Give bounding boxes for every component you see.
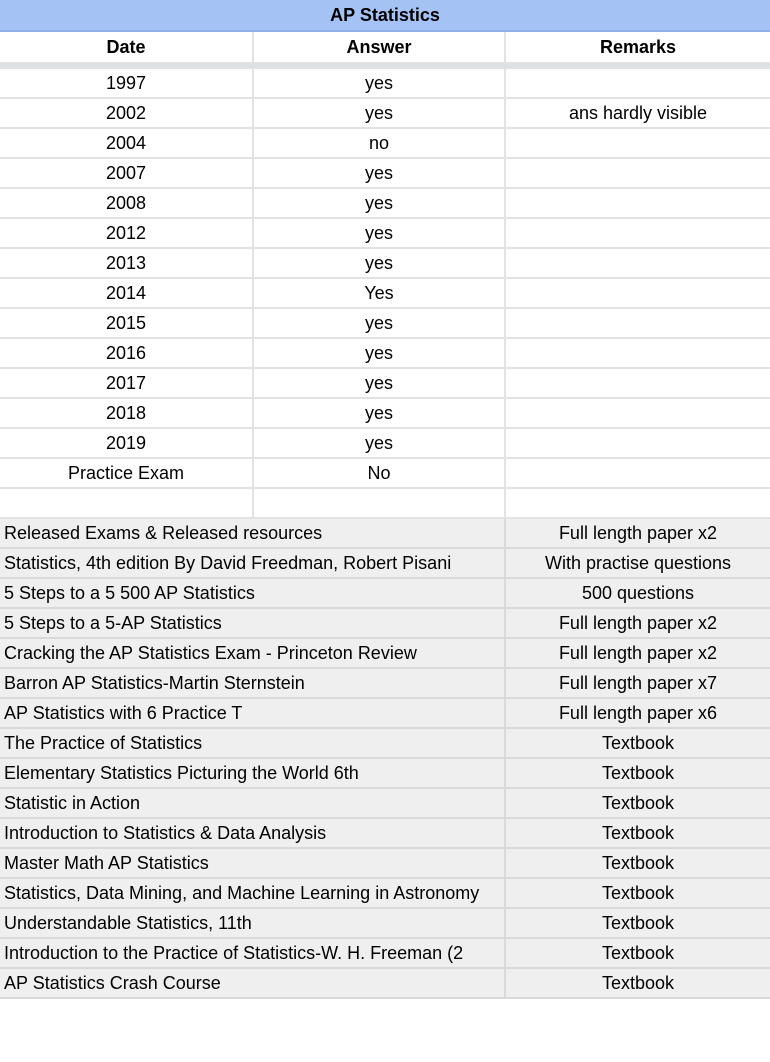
resource-title-cell[interactable]: 5 Steps to a 5 500 AP Statistics [0,578,505,608]
resource-type-cell[interactable]: Textbook [505,728,770,758]
answer-cell[interactable]: yes [253,308,505,338]
resource-type-cell[interactable]: Textbook [505,848,770,878]
resource-title-cell[interactable]: Understandable Statistics, 11th [0,908,505,938]
date-cell[interactable]: 2019 [0,428,253,458]
answer-cell[interactable]: yes [253,188,505,218]
resource-title-cell[interactable]: AP Statistics Crash Course [0,968,505,998]
date-cell[interactable]: 2004 [0,128,253,158]
table-row [0,128,770,158]
resource-type-cell[interactable]: Textbook [505,788,770,818]
resource-row [0,638,770,668]
answer-cell[interactable]: No [253,458,505,488]
resource-type-cell[interactable]: Textbook [505,968,770,998]
remarks-cell[interactable] [505,278,770,308]
resource-type-cell[interactable]: Full length paper x7 [505,668,770,698]
remarks-cell[interactable] [505,248,770,278]
resource-row [0,668,770,698]
date-cell[interactable]: 2008 [0,188,253,218]
resource-row [0,728,770,758]
table-row [0,308,770,338]
remarks-cell[interactable] [505,428,770,458]
header-row [0,32,770,63]
resource-row [0,518,770,548]
resource-row [0,548,770,578]
remarks-cell[interactable] [505,188,770,218]
date-cell[interactable]: 2014 [0,278,253,308]
remarks-cell[interactable] [505,128,770,158]
header-remarks[interactable]: Remarks [505,32,770,63]
resource-title-cell[interactable]: AP Statistics with 6 Practice T [0,698,505,728]
table-row [0,188,770,218]
resource-type-cell[interactable]: Full length paper x6 [505,698,770,728]
remarks-cell[interactable] [505,368,770,398]
header-date[interactable]: Date [0,32,253,63]
empty-row [0,488,770,518]
answer-cell[interactable]: yes [253,68,505,98]
answer-cell[interactable]: yes [253,368,505,398]
remarks-cell[interactable] [505,458,770,488]
sheet-title: AP Statistics [0,0,770,32]
date-cell[interactable]: 2015 [0,308,253,338]
remarks-cell[interactable] [505,308,770,338]
resource-row [0,578,770,608]
resource-title-cell[interactable]: Statistics, Data Mining, and Machine Learning in Astronomy [0,878,505,908]
resource-title-cell[interactable]: The Practice of Statistics [0,728,505,758]
resource-title-cell[interactable]: Released Exams & Released resources [0,518,505,548]
resource-title-cell[interactable]: Barron AP Statistics-Martin Sternstein [0,668,505,698]
answer-cell[interactable]: yes [253,158,505,188]
resource-title-cell[interactable]: Master Math AP Statistics [0,848,505,878]
date-cell[interactable]: 2018 [0,398,253,428]
resource-title-cell[interactable]: 5 Steps to a 5-AP Statistics [0,608,505,638]
cell[interactable] [253,488,505,518]
resource-row [0,848,770,878]
table-row [0,98,770,128]
spreadsheet-table [0,32,770,999]
answer-cell[interactable]: yes [253,398,505,428]
resource-title-cell[interactable]: Statistics, 4th edition By David Freedman, Robert Pisani [0,548,505,578]
table-row [0,218,770,248]
resource-row [0,968,770,998]
resource-title-cell[interactable]: Elementary Statistics Picturing the World 6th [0,758,505,788]
resource-row [0,908,770,938]
date-cell[interactable]: 2007 [0,158,253,188]
resource-title-cell[interactable]: Introduction to Statistics & Data Analysis [0,818,505,848]
resource-type-cell[interactable]: Textbook [505,938,770,968]
table-row [0,248,770,278]
date-cell[interactable]: 2002 [0,98,253,128]
resource-row [0,878,770,908]
resource-type-cell[interactable]: Full length paper x2 [505,608,770,638]
resource-row [0,758,770,788]
date-cell[interactable]: 2012 [0,218,253,248]
answer-cell[interactable]: yes [253,428,505,458]
header-answer[interactable]: Answer [253,32,505,63]
remarks-cell[interactable] [505,398,770,428]
resource-row [0,788,770,818]
date-cell[interactable]: Practice Exam [0,458,253,488]
remarks-cell[interactable] [505,338,770,368]
resource-title-cell[interactable]: Introduction to the Practice of Statistics-W. H. Freeman (2 [0,938,505,968]
resource-type-cell[interactable]: 500 questions [505,578,770,608]
date-cell[interactable]: 2016 [0,338,253,368]
table-row [0,158,770,188]
answer-cell[interactable]: yes [253,98,505,128]
resource-row [0,608,770,638]
resource-title-cell[interactable]: Cracking the AP Statistics Exam - Princeton Review [0,638,505,668]
date-cell[interactable]: 2017 [0,368,253,398]
resource-type-cell[interactable]: Textbook [505,818,770,848]
table-row [0,68,770,98]
table-row [0,368,770,398]
resource-row [0,698,770,728]
resource-title-cell[interactable]: Statistic in Action [0,788,505,818]
answer-cell[interactable]: yes [253,338,505,368]
resource-type-cell[interactable]: Full length paper x2 [505,638,770,668]
date-cell[interactable]: 2013 [0,248,253,278]
table-row [0,458,770,488]
date-cell[interactable]: 1997 [0,68,253,98]
table-row [0,278,770,308]
resource-type-cell[interactable]: Full length paper x2 [505,518,770,548]
answer-cell[interactable]: yes [253,218,505,248]
remarks-cell[interactable] [505,158,770,188]
table-row [0,338,770,368]
resource-type-cell[interactable]: With practise questions [505,548,770,578]
remarks-cell[interactable] [505,68,770,98]
resource-type-cell[interactable]: Textbook [505,878,770,908]
resource-type-cell[interactable]: Textbook [505,908,770,938]
table-row [0,398,770,428]
answer-cell[interactable]: yes [253,248,505,278]
answer-cell[interactable]: no [253,128,505,158]
remarks-cell[interactable] [505,218,770,248]
remarks-cell[interactable]: ans hardly visible [505,98,770,128]
resource-type-cell[interactable]: Textbook [505,758,770,788]
resource-row [0,938,770,968]
answer-cell[interactable]: Yes [253,278,505,308]
cell[interactable] [505,488,770,518]
cell[interactable] [0,488,253,518]
resource-row [0,818,770,848]
table-row [0,428,770,458]
